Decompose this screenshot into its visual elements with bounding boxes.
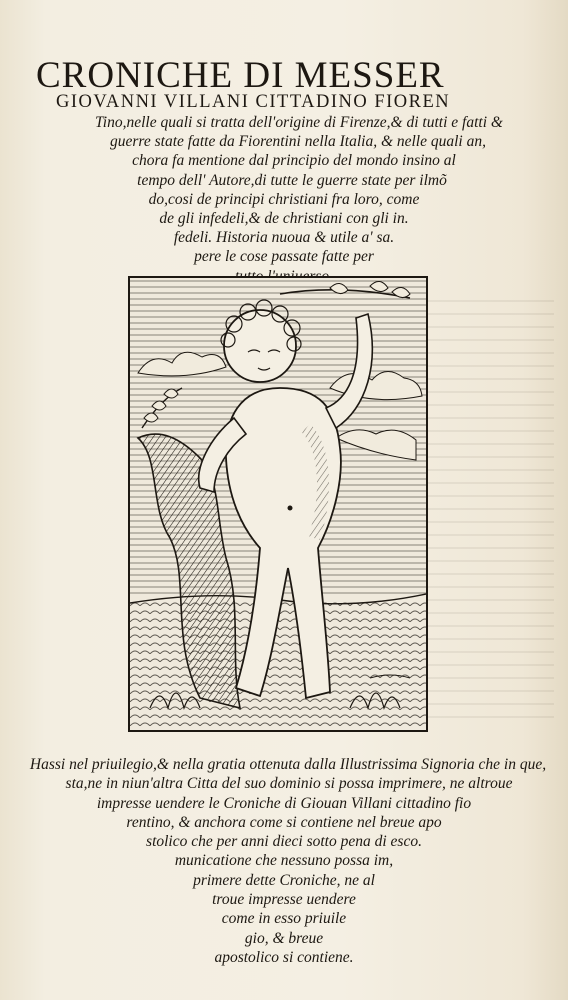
head-line: de gli infedeli,& de christiani con gli in. <box>159 210 409 228</box>
head-line: chora fa mentione dal principio del mondo insino al <box>132 152 456 170</box>
head-line: tempo dell' Autore,di tutte le guerre state per ilmõ <box>137 171 447 189</box>
privilege-line: municatione che nessuno possa im, <box>174 852 394 870</box>
woodcut-illustration <box>128 276 428 732</box>
head-line: Tino,nelle quali si tratta dell'origine di Firenze,& di tutti e fatti & <box>95 114 503 131</box>
head-line: fedeli. Historia nuoua & utile a' sa. <box>173 229 395 247</box>
privilege-line: stolico che per anni dieci sotto pena di esco. <box>146 833 422 851</box>
privilege-line: gio, & breue <box>244 929 324 947</box>
page-title: CRONICHE DI MESSER <box>36 55 445 96</box>
privilege-line: primere dette Croniche, ne al <box>193 871 375 889</box>
privilege-line: sta,ne in niun'altra Citta del suo dominio si possa imprimere, ne altroue <box>65 775 513 793</box>
privilege-line: rentino, & anchora come si contiene nel breue apo <box>126 813 442 831</box>
privilege-line: impresse uendere le Croniche di Giouan Villani cittadino fio <box>96 794 472 812</box>
woodcut-putto-icon <box>130 278 426 730</box>
privilege-notice <box>0 755 568 967</box>
privilege-line: Hassi nel priuilegio,& nella gratia ottenuta dalla Illustrissima Signoria che in que, <box>29 756 547 773</box>
page-subtitle: GIOVANNI VILLANI CITTADINO FIOREN <box>56 92 451 112</box>
head-line: guerre state fatte da Fiorentini nella Italia, & nelle quali an, <box>110 133 486 151</box>
privilege-line: troue impresse uendere <box>212 891 356 909</box>
title-description <box>0 113 568 286</box>
head-line: do,cosi de principi christiani fra loro, come <box>148 190 420 208</box>
privilege-line: apostolico si contiene. <box>214 948 354 966</box>
privilege-line: come in esso priuile <box>221 910 347 928</box>
head-line: pere le cose passate fatte per <box>194 248 374 266</box>
